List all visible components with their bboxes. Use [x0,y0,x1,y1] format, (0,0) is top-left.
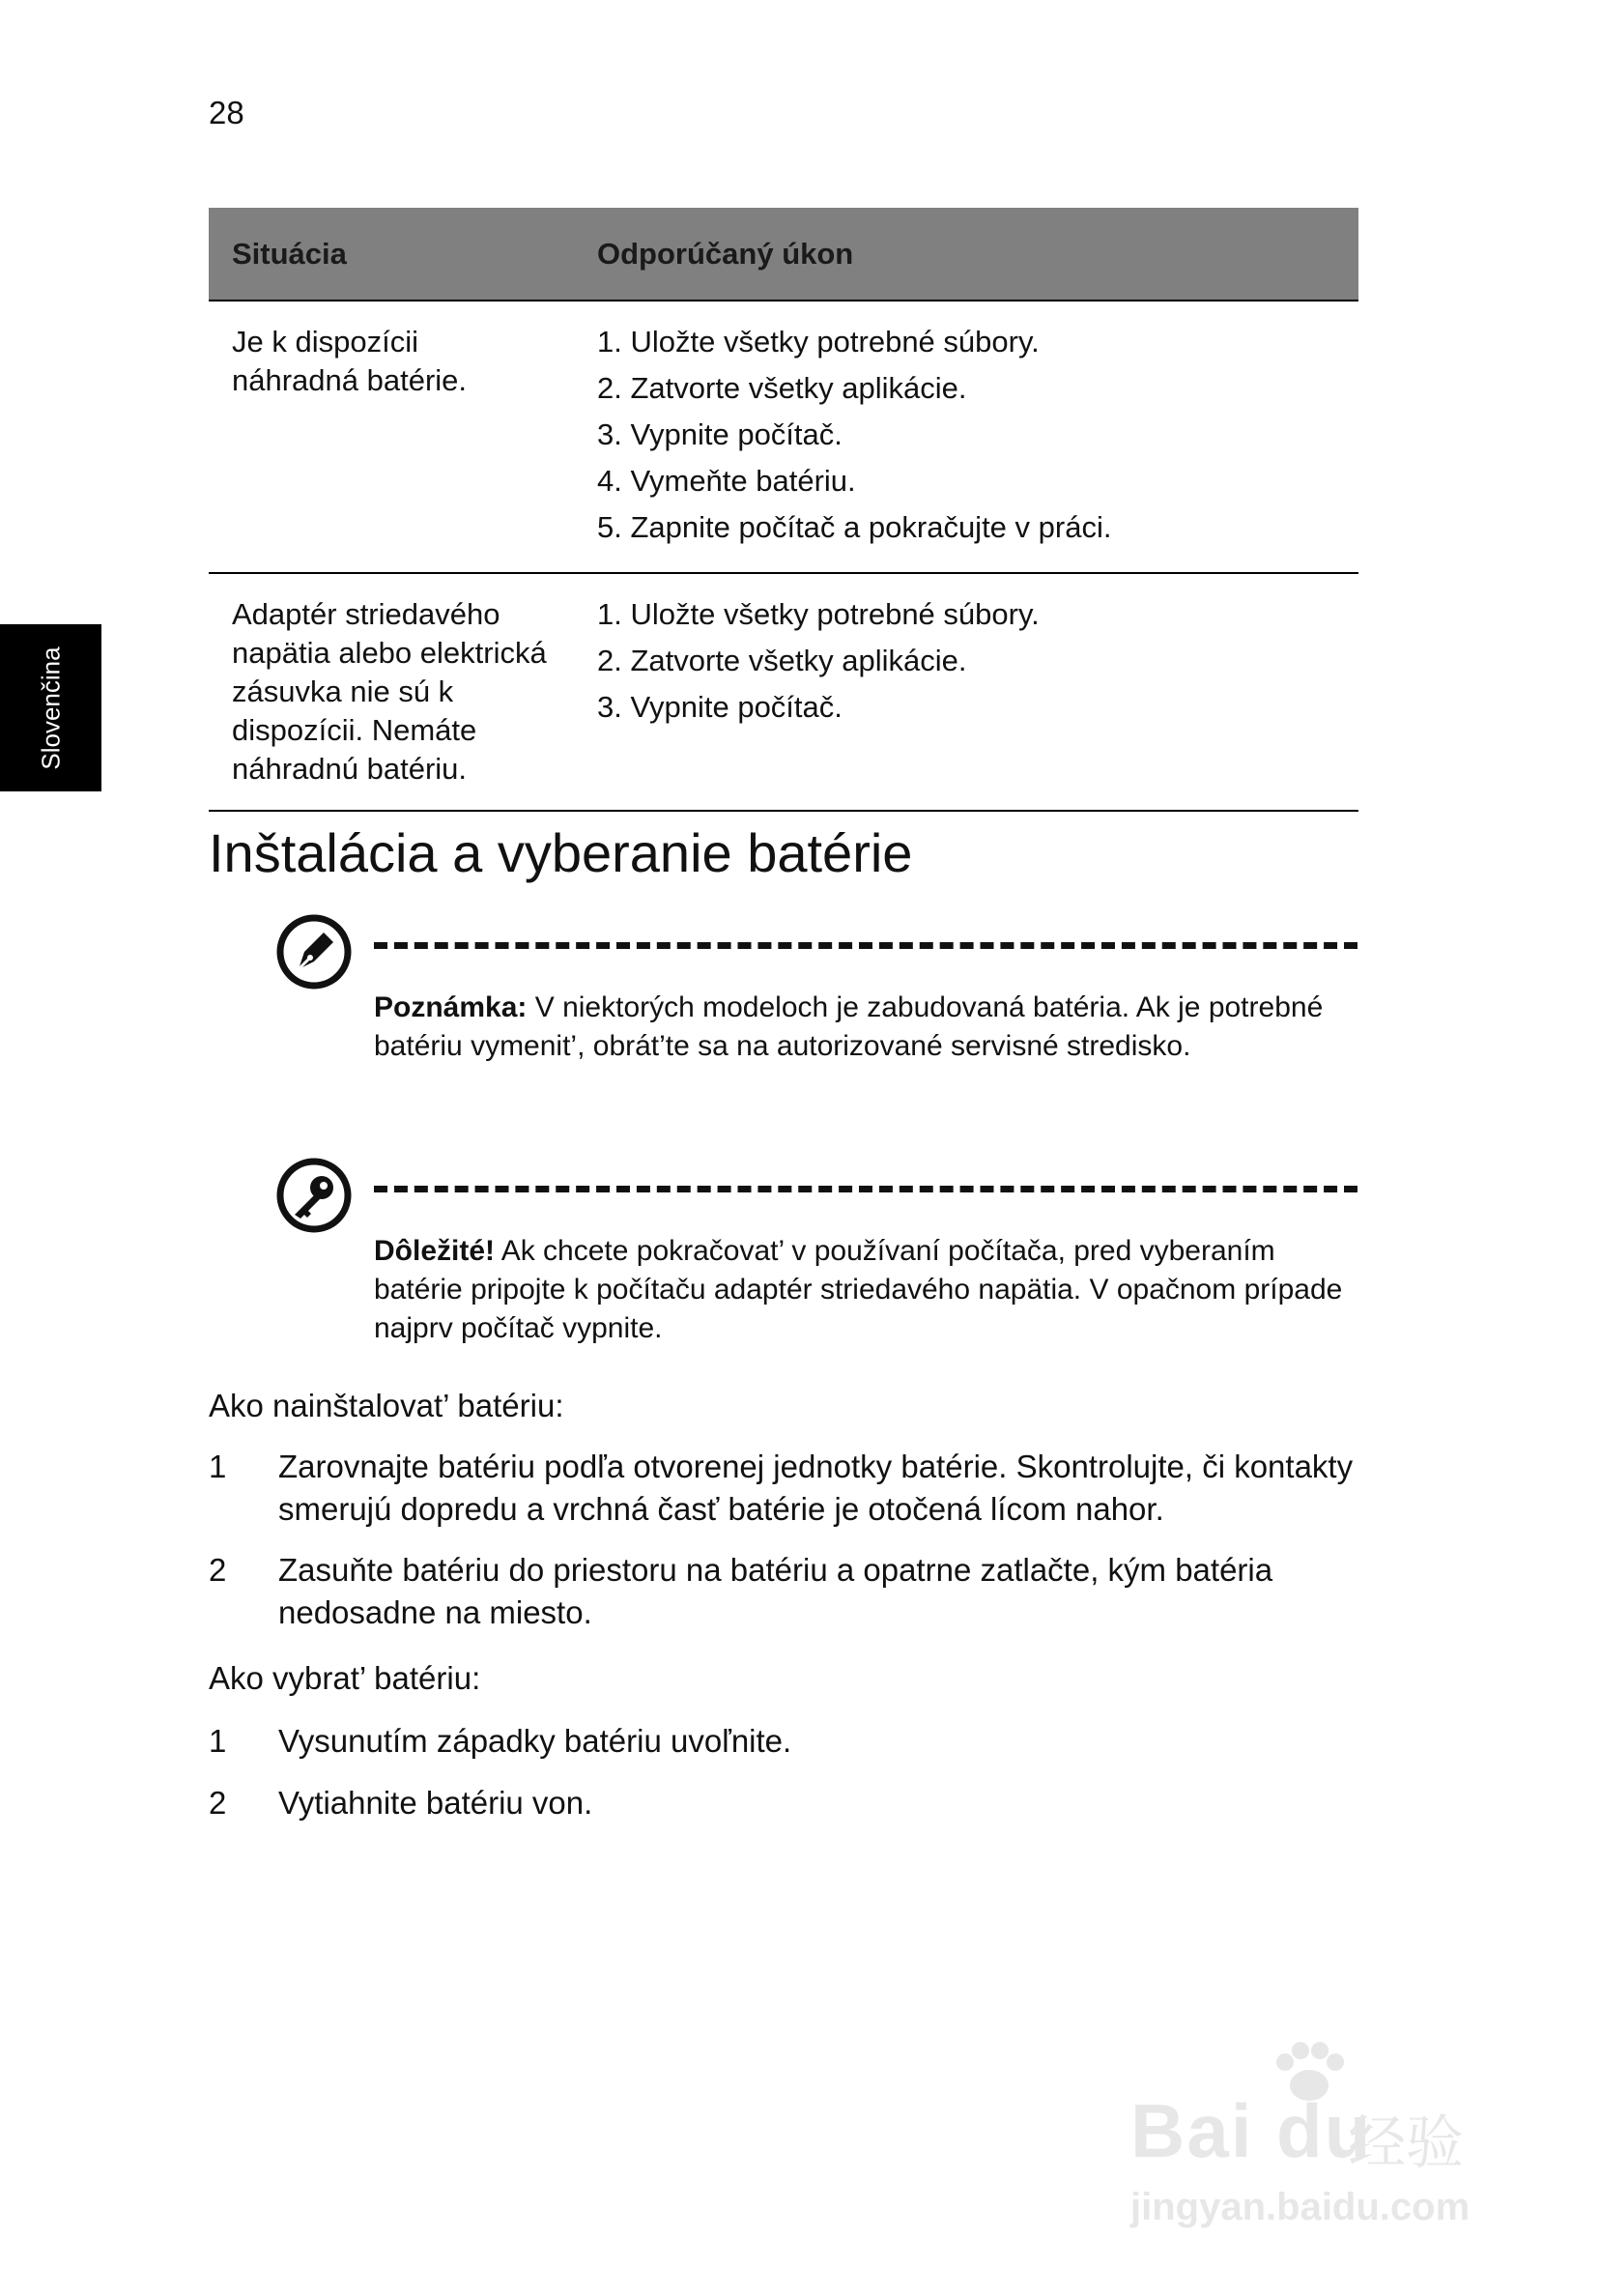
action-item: 1. Uložte všetky potrebné súbory. [597,597,1040,631]
note-text: V niektorých modeloch je zabudovaná batéria. Ak je potrebné batériu vymenit’, obrát’te sa na autorizované servisné stredisko. [374,991,1324,1062]
key-important-icon [275,1157,353,1234]
action-item: 4. Vymeňte batériu. [597,464,856,498]
step-number: 2 [209,1785,227,1821]
action-item: 3. Vypnite počítač. [597,417,843,451]
step-text: Vysunutím západky batériu uvoľnite. [278,1723,792,1759]
action-item: 5. Zapnite počítač a pokračujte v práci. [597,510,1112,544]
important-divider [374,1186,1357,1192]
table-row [209,573,1358,811]
action-item: 2. Zatvorte všetky aplikácie. [597,644,967,677]
watermark-brand: Bai du [1130,2088,1373,2173]
baidu-watermark [1121,2039,1507,2232]
situation-cell: Adaptér striedavého napätia alebo elektrická zásuvka nie sú k dispozícii. Nemáte náhradnú batériu. [209,573,574,811]
important-label: Dôležité! [374,1235,496,1267]
header-situation: Situácia [209,208,574,301]
action-item: 2. Zatvorte všetky aplikácie. [597,371,967,405]
action-item: 1. Uložte všetky potrebné súbory. [597,325,1040,359]
situation-cell: Je k dispozícii náhradná batérie. [209,301,574,573]
page-number: 28 [209,95,244,130]
language-label: Slovenčina [36,646,65,770]
table-row [209,301,1358,573]
section-title: Inštalácia a vyberanie batérie [209,822,913,883]
step-number: 1 [209,1723,227,1759]
actions-cell [574,301,1358,573]
step-text: Zasuňte batériu do priestoru na batériu a opatrne zatlačte, kým batéria nedosadne na miesto. [278,1552,1273,1630]
note-callout [275,913,1357,1106]
note-label: Poznámka: [374,991,528,1023]
language-side-tab [0,624,101,791]
watermark-cn: 经验 [1348,2110,1464,2175]
step-number: 1 [209,1449,227,1484]
table-header-row [209,208,1358,301]
remove-intro: Ako vybrat’ batériu: [209,1660,481,1696]
pen-note-icon [275,913,353,990]
header-recommended-action: Odporúčaný úkon [574,208,1358,301]
step-text: Vytiahnite batériu von. [278,1785,593,1821]
actions-cell [574,573,1358,811]
note-divider [374,942,1357,949]
install-intro: Ako nainštalovat’ batériu: [209,1388,564,1423]
watermark-url: jingyan.baidu.com [1130,2186,1471,2228]
situation-table [209,208,1358,812]
action-item: 3. Vypnite počítač. [597,690,843,724]
step-number: 2 [209,1552,227,1588]
important-text: Ak chcete pokračovat’ v používaní počítača, pred vyberaním batérie pripojte k počítaču adaptér striedavého napätia. V opačnom prípade najprv počítač vypnite. [374,1235,1343,1344]
important-callout [275,1157,1357,1350]
step-text: Zarovnajte batériu podľa otvorenej jednotky batérie. Skontrolujte, či kontakty smerujú dopredu a vrchná časť batérie je otočená lícom nahor. [278,1449,1354,1527]
